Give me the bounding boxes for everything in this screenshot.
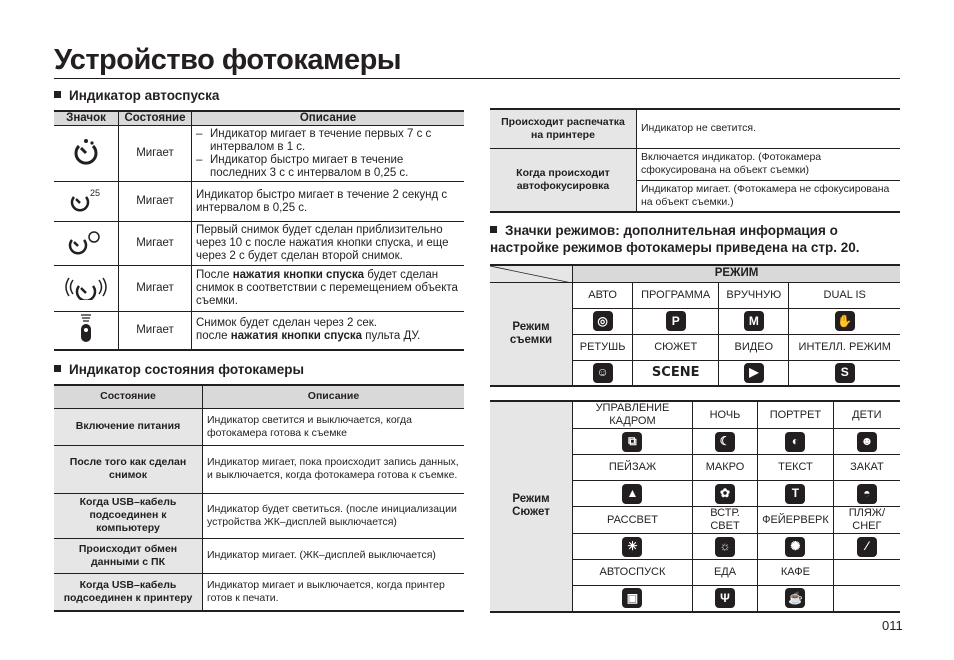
column-header: Описание <box>203 385 465 408</box>
macro-icon: ✿ <box>715 484 735 504</box>
text-icon: T <box>785 484 805 504</box>
beach-snow-icon: ⁄ <box>857 537 877 557</box>
table-row: Когда USB–кабель подсоединен к компьютеру Индикатор будет светиться. (после инициализации устройства ЖК–дисплей выключается) <box>54 493 464 538</box>
mode-label: СЮЖЕТ <box>633 334 719 360</box>
mode-label: DUAL IS <box>789 282 900 308</box>
column-header: Состояние <box>119 111 192 126</box>
scene-mode-label: Режим Сюжет <box>490 401 573 612</box>
scene-icon: SCENE <box>651 364 700 380</box>
table-row: Включение питания Индикатор светится и выключается, когда фотокамера готова к съемке <box>54 408 464 445</box>
mode-icon-cell <box>633 360 719 386</box>
mode-icon-cell <box>573 308 633 334</box>
table-row: 25 Мигает Индикатор быстро мигает в течение 2 секунд с интервалом в 0,25 с. <box>54 182 464 222</box>
table-row: Когда происходит автофокусировка Включается индикатор. (Фотокамера сфокусирована на объект съемки) <box>490 148 900 180</box>
mode-icon-cell <box>633 308 719 334</box>
timer-10s-icon <box>54 126 119 182</box>
column-header: Значок <box>54 111 119 126</box>
mode-label: МАКРО <box>692 455 757 481</box>
table-row: Когда USB–кабель подсоединен к принтеру Индикатор мигает и выключается, когда принтер готов к печати. <box>54 573 464 611</box>
remote-icon <box>54 312 119 350</box>
backlight-icon: ☼ <box>715 537 735 557</box>
fireworks-icon: ✺ <box>785 537 805 557</box>
cafe-icon: ☕ <box>785 588 805 608</box>
page-title: Устройство фотокамеры <box>54 44 402 76</box>
mode-icon-cell <box>692 586 757 612</box>
mode-label: ТЕКСТ <box>758 455 834 481</box>
night-icon: ☾ <box>715 432 735 452</box>
mode-icon-cell <box>833 481 900 507</box>
mode-header: РЕЖИМ <box>573 265 901 282</box>
mode-icon-cell <box>758 534 834 560</box>
mode-label: ПЛЯЖ/СНЕГ <box>833 507 900 534</box>
title-divider <box>54 78 900 79</box>
mode-label: АВТОСПУСК <box>573 560 693 586</box>
mode-label: НОЧЬ <box>692 401 757 429</box>
mode-label: РЕТУШЬ <box>573 334 633 360</box>
mode-icon-cell <box>573 586 693 612</box>
video-icon: ▶ <box>744 363 764 383</box>
bullet-square-icon <box>490 226 497 233</box>
mode-label: ПРОГРАММА <box>633 282 719 308</box>
mode-icon-cell <box>692 429 757 455</box>
diagonal-header-cell <box>490 265 573 282</box>
bullet-square-icon <box>54 91 61 98</box>
self-timer-table <box>54 110 464 351</box>
manual-icon: M <box>744 311 764 331</box>
mode-label: ДЕТИ <box>833 401 900 429</box>
svg-text:25: 25 <box>90 187 101 198</box>
smart-icon: S <box>835 363 855 383</box>
program-icon: P <box>666 311 686 331</box>
mode-label: КАФЕ <box>758 560 834 586</box>
table-row: Происходит распечатка на принтере Индикатор не светится. <box>490 109 900 148</box>
mode-icon-cell <box>833 534 900 560</box>
shooting-modes-table <box>490 264 900 387</box>
mode-label-row <box>490 401 900 429</box>
dual-is-icon: ✋ <box>835 311 855 331</box>
table-row: Индикатор мигает. (Фотокамера не сфокусирована на объект съемки.) <box>490 180 900 212</box>
status-table-continued <box>490 108 900 213</box>
mode-icon-cell <box>833 429 900 455</box>
mode-label: АВТО <box>573 282 633 308</box>
double-timer-icon <box>54 222 119 266</box>
mode-icon-cell <box>573 481 693 507</box>
mode-icon-cell <box>833 586 900 612</box>
mode-label: ИНТЕЛЛ. РЕЖИМ <box>789 334 900 360</box>
mode-icon-cell <box>692 534 757 560</box>
mode-label: ЗАКАТ <box>833 455 900 481</box>
page-number: 011 <box>882 618 903 633</box>
auto-icon: ◎ <box>593 311 613 331</box>
self-timer-heading: Индикатор автоспуска <box>54 88 219 103</box>
mode-label: ВИДЕО <box>719 334 789 360</box>
mode-icon-cell <box>789 360 900 386</box>
bullet-square-icon <box>54 365 61 372</box>
mode-icon-cell <box>719 308 789 334</box>
table-row: Происходит обмен данными с ПК Индикатор мигает. (ЖК–дисплей выключается) <box>54 538 464 573</box>
mode-label <box>833 560 900 586</box>
mode-label: ВРУЧНУЮ <box>719 282 789 308</box>
mode-icon-cell <box>758 586 834 612</box>
self-shot-icon: ▣ <box>622 588 642 608</box>
mode-icon-cell <box>719 360 789 386</box>
mode-icon-cell <box>758 481 834 507</box>
mode-label: ВСТР. СВЕТ <box>692 507 757 534</box>
scene-modes-table <box>490 400 900 613</box>
mode-label: УПРАВЛЕНИЕ КАДРОМ <box>573 401 693 429</box>
mode-icon-cell <box>789 308 900 334</box>
table-row: После того как сделан снимок Индикатор мигает, пока происходит запись данных, и выключается, когда фотокамера готова к съемке. <box>54 445 464 493</box>
mode-icon-cell <box>573 429 693 455</box>
portrait-icon: ◐ <box>785 432 805 452</box>
modes-heading: Значки режимов: дополнительная информация о настройке режимов фотокамеры приведена на стр. 20. <box>490 223 860 255</box>
status-heading: Индикатор состояния фотокамеры <box>54 362 304 377</box>
mode-label: ЕДА <box>692 560 757 586</box>
landscape-icon: ▲ <box>622 484 642 504</box>
mode-icon-cell <box>692 481 757 507</box>
mode-label-row <box>490 282 900 308</box>
beauty-icon: ☺ <box>593 363 613 383</box>
table-row: Мигает Снимок будет сделан через 2 сек. после нажатия кнопки спуска пульта ДУ. <box>54 312 464 350</box>
table-row: Мигает После нажатия кнопки спуска будет сделан снимок в соответствии с перемещением объекта съемки. <box>54 266 464 312</box>
status-table <box>54 384 464 612</box>
motion-timer-icon <box>54 266 119 312</box>
food-icon: Ψ <box>715 588 735 608</box>
mode-icon-cell <box>573 360 633 386</box>
timer-2s-icon <box>54 182 119 222</box>
mode-label: ФЕЙЕРВЕРК <box>758 507 834 534</box>
mode-icon-cell <box>758 429 834 455</box>
sunset-icon: ◓ <box>857 484 877 504</box>
shooting-mode-label: Режим съемки <box>490 282 573 386</box>
mode-label: ПЕЙЗАЖ <box>573 455 693 481</box>
frame-guide-icon: ⧉ <box>622 432 642 452</box>
mode-label: ПОРТРЕТ <box>758 401 834 429</box>
table-row: Мигает Первый снимок будет сделан приблизительно через 10 с после нажатия кнопки спуска, и еще через 2 с будет сделан второй снимок. <box>54 222 464 266</box>
column-header: Состояние <box>54 385 203 408</box>
mode-icon-cell <box>573 534 693 560</box>
dawn-icon: ☀ <box>622 537 642 557</box>
children-icon: ☻ <box>857 432 877 452</box>
table-row: Мигает – Индикатор мигает в течение первых 7 с с интервалом в 1 с. – Индикатор быстро мигает в течение последних 3 с с интервалом в 0,25 с. <box>54 126 464 182</box>
mode-label: РАССВЕТ <box>573 507 693 534</box>
column-header: Описание <box>192 111 465 126</box>
